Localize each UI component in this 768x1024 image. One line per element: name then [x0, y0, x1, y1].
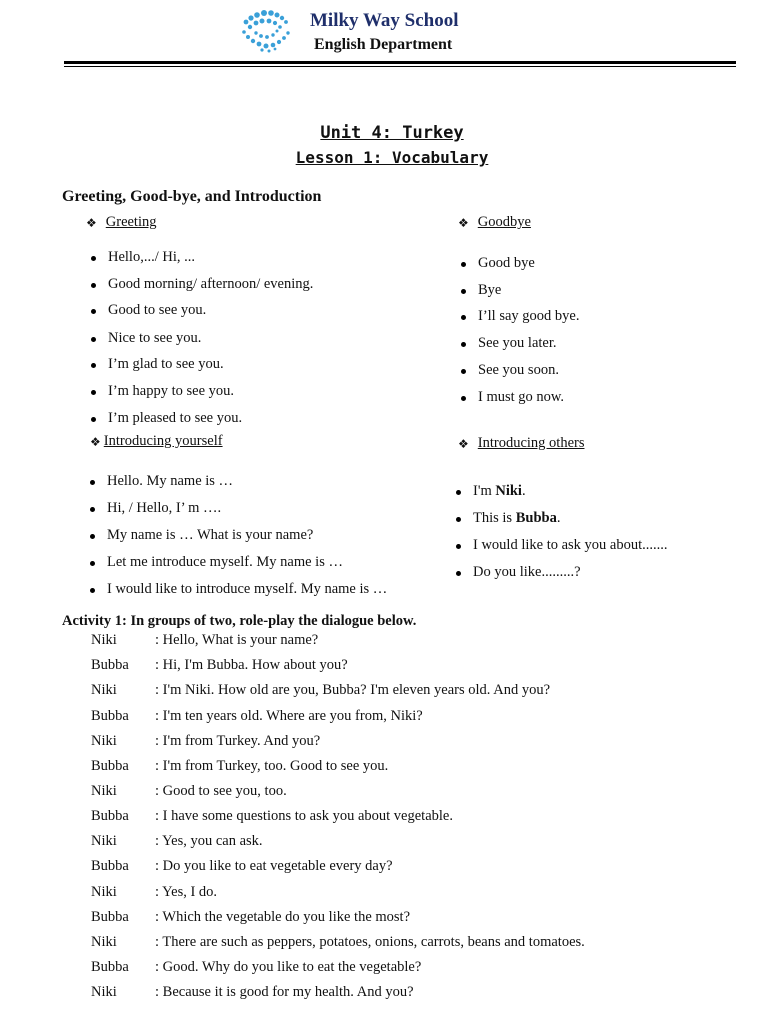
- list-item-text: I would like to introduce myself. My name is …: [107, 581, 388, 597]
- name-bold: Bubba: [515, 510, 557, 526]
- greeting-heading-label: Greeting: [105, 214, 157, 230]
- list-item: [107, 581, 387, 598]
- list-item: [107, 473, 233, 490]
- list-item-text: I’ll say good bye.: [478, 308, 580, 324]
- list-item-suffix: .: [521, 483, 526, 499]
- lesson-title: Lesson 1: Vocabulary: [295, 148, 489, 167]
- list-item-text: Good morning/ afternoon/ evening.: [108, 276, 314, 292]
- dialogue-line: : I have some questions to ask you about vegetable.: [155, 808, 453, 824]
- school-name: Milky Way School: [310, 10, 459, 31]
- bullet-icon: [461, 315, 466, 320]
- diamond-bullet-icon: ❖: [90, 434, 101, 449]
- list-item-text: My name is … What is your name?: [107, 527, 314, 543]
- diamond-bullet-icon: ❖: [458, 215, 469, 230]
- bullet-icon: [456, 571, 461, 576]
- dialogue-line: : Yes, I do.: [155, 884, 218, 900]
- list-item: [478, 255, 535, 272]
- introducing-yourself-heading-label: Introducing yourself: [103, 433, 223, 449]
- dialogue-line: : Hello, What is your name?: [155, 632, 319, 648]
- bullet-icon: [456, 490, 461, 495]
- list-item-text: See you later.: [478, 335, 557, 351]
- bullet-icon: [461, 262, 466, 267]
- speaker: Bubba: [91, 858, 129, 874]
- speaker: Bubba: [91, 808, 129, 824]
- list-item-text: Hello,.../ Hi, ...: [108, 249, 195, 265]
- speaker: Niki: [91, 783, 117, 799]
- bullet-icon: [91, 256, 96, 261]
- dialogue-line: : Hi, I'm Bubba. How about you?: [155, 657, 348, 673]
- speaker: Niki: [91, 682, 117, 698]
- bullet-icon: [91, 390, 96, 395]
- list-item: [108, 302, 206, 319]
- list-item-suffix: .: [556, 510, 561, 526]
- introducing-others-heading-label: Introducing others: [477, 435, 585, 451]
- list-item: [107, 527, 313, 544]
- list-item: [108, 249, 195, 266]
- dialogue-line: : There are such as peppers, potatoes, onions, carrots, beans and tomatoes.: [155, 934, 585, 950]
- speaker: Niki: [91, 984, 117, 1000]
- introducing-yourself-heading: [90, 433, 223, 450]
- dialogue-line: : I'm from Turkey, too. Good to see you.: [155, 758, 389, 774]
- dialogue-line: : I'm ten years old. Where are you from, Niki?: [155, 708, 423, 724]
- header-rule-thin: [64, 66, 736, 67]
- unit-title: Unit 4: Turkey: [320, 123, 464, 143]
- list-item-text: This is: [473, 510, 516, 526]
- goodbye-heading: [458, 214, 531, 231]
- bullet-icon: [91, 283, 96, 288]
- dialogue-line: : I'm from Turkey. And you?: [155, 733, 321, 749]
- list-item-text: Nice to see you.: [108, 330, 202, 346]
- list-item: [478, 362, 559, 379]
- header-rule-thick: [64, 61, 736, 64]
- speaker: Niki: [91, 733, 117, 749]
- introducing-others-heading: [458, 435, 584, 452]
- list-item: [478, 308, 579, 325]
- bullet-icon: [456, 544, 461, 549]
- bullet-icon: [90, 588, 95, 593]
- section-title: Greeting, Good-bye, and Introduction: [62, 188, 322, 205]
- diamond-bullet-icon: ❖: [86, 215, 97, 230]
- list-item-text: Hi, / Hello, I’ m ….: [107, 500, 222, 516]
- list-item-text: I’m pleased to see you.: [108, 410, 243, 426]
- speaker: Niki: [91, 632, 117, 648]
- list-item-text: Do you like.........?: [473, 564, 581, 580]
- speaker: Niki: [91, 934, 117, 950]
- dialogue-line: : Good to see you, too.: [155, 783, 287, 799]
- list-item: [107, 500, 221, 517]
- bullet-icon: [91, 363, 96, 368]
- dialogue-line: : I'm Niki. How old are you, Bubba? I'm eleven years old. And you?: [155, 682, 551, 698]
- list-item-text: I’m happy to see you.: [108, 383, 235, 399]
- list-item-text: I must go now.: [478, 389, 565, 405]
- bullet-icon: [91, 309, 96, 314]
- list-item: [478, 335, 557, 352]
- dialogue-line: : Because it is good for my health. And you?: [155, 984, 414, 1000]
- list-item-text: I'm: [473, 483, 496, 499]
- speaker: Bubba: [91, 657, 129, 673]
- goodbye-heading-label: Goodbye: [477, 214, 531, 230]
- list-item: [108, 410, 242, 427]
- list-item-text: Good bye: [478, 255, 535, 271]
- speaker: Bubba: [91, 909, 129, 925]
- dialogue-line: : Good. Why do you like to eat the vegetable?: [155, 959, 422, 975]
- list-item: [108, 356, 224, 373]
- dialogue-line: : Yes, you can ask.: [155, 833, 263, 849]
- list-item-text: Hello. My name is …: [107, 473, 234, 489]
- list-item-text: See you soon.: [478, 362, 559, 378]
- list-item: [107, 554, 343, 571]
- bullet-icon: [90, 561, 95, 566]
- speaker: Bubba: [91, 959, 129, 975]
- list-item-text: Bye: [478, 282, 502, 298]
- list-item: [108, 276, 313, 293]
- activity-title: Activity 1: In groups of two, role-play the dialogue below.: [62, 613, 417, 629]
- name-bold: Niki: [495, 483, 522, 499]
- speaker: Niki: [91, 833, 117, 849]
- list-item: [478, 389, 564, 406]
- dialogue-line: : Which the vegetable do you like the most?: [155, 909, 411, 925]
- list-item: [478, 282, 501, 299]
- list-item: [473, 537, 668, 554]
- list-item: [473, 483, 526, 500]
- department-name: English Department: [314, 36, 453, 53]
- list-item: [473, 510, 560, 527]
- bullet-icon: [90, 507, 95, 512]
- bullet-icon: [461, 342, 466, 347]
- dialogue-line: : Do you like to eat vegetable every day?: [155, 858, 393, 874]
- bullet-icon: [456, 517, 461, 522]
- list-item-text: Good to see you.: [108, 302, 207, 318]
- bullet-icon: [461, 369, 466, 374]
- bullet-icon: [461, 289, 466, 294]
- list-item-text: I’m glad to see you.: [108, 356, 224, 372]
- greeting-heading: [86, 214, 157, 231]
- bullet-icon: [90, 534, 95, 539]
- speaker: Niki: [91, 884, 117, 900]
- diamond-bullet-icon: ❖: [458, 436, 469, 451]
- list-item-text: Let me introduce myself. My name is …: [107, 554, 343, 570]
- speaker: Bubba: [91, 758, 129, 774]
- bullet-icon: [91, 417, 96, 422]
- list-item: [473, 564, 581, 581]
- list-item: [108, 383, 234, 400]
- bullet-icon: [90, 480, 95, 485]
- bullet-icon: [461, 396, 466, 401]
- bullet-icon: [91, 337, 96, 342]
- list-item: [108, 330, 201, 347]
- school-logo-icon: [236, 8, 294, 56]
- list-item-text: I would like to ask you about.......: [473, 537, 668, 553]
- speaker: Bubba: [91, 708, 129, 724]
